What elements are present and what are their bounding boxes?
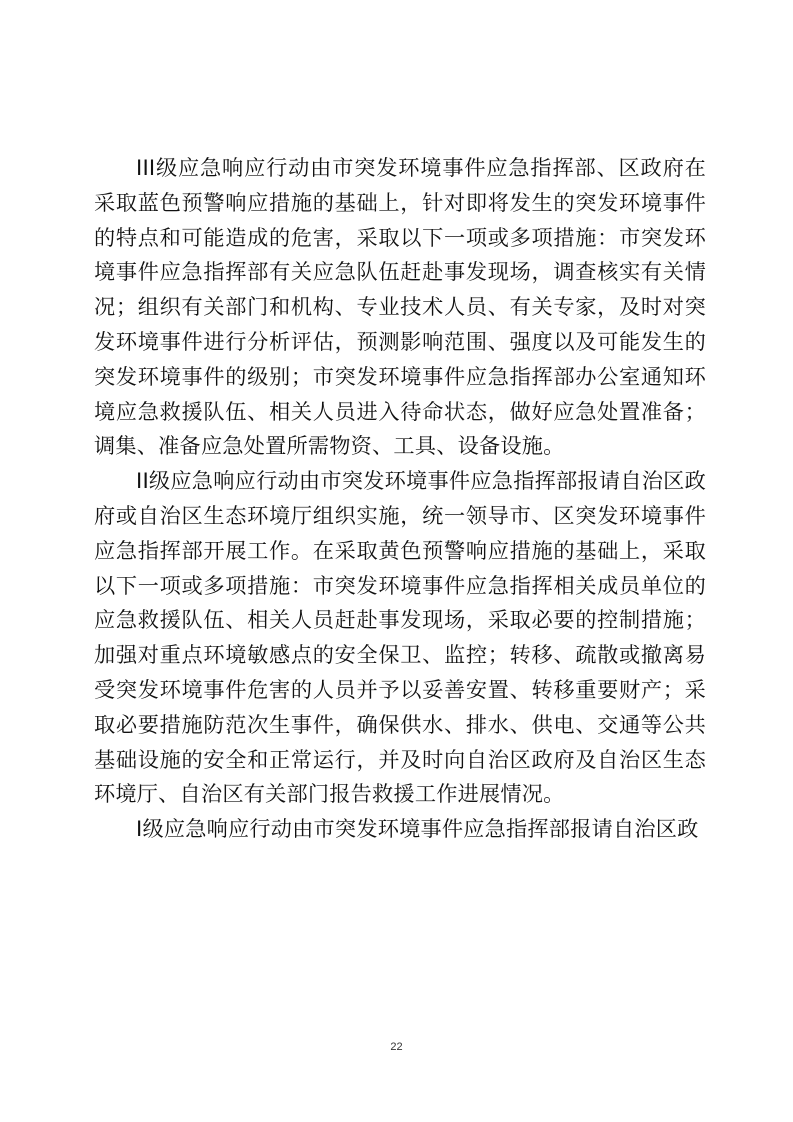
paragraph-level-3-response: III级应急响应行动由市突发环境事件应急指挥部、区政府在采取蓝色预警响应措施的基础上，针对即将发生的突发环境事件的特点和可能造成的危害，采取以下一项或多项措施：市突发环境事件应急指挥部有关应急队伍赶赴事发现场，调查核实有关情况；组织有关部门和机构、专业技术人员、有关专家，及时对突发环境事件进行分析评估，预测影响范围、强度以及可能发生的突发环境事件的级别；市突发环境事件应急指挥部办公室通知环境应急救援队伍、相关人员进入待命状态，做好应急处置准备；调集、准备应急处置所需物资、工具、设备设施。 [94, 155, 706, 459]
paragraph-level-1-response: I级应急响应行动由市突发环境事件应急指挥部报请自治区政 [136, 816, 699, 842]
document-body [94, 151, 706, 847]
paragraph-level-2-response: II级应急响应行动由市突发环境事件应急指挥部报请自治区政府或自治区生态环境厅组织实施，统一领导市、区突发环境事件应急指挥部开展工作。在采取黄色预警响应措施的基础上，采取以下一项或多项措施：市突发环境事件应急指挥相关成员单位的应急救援队伍、相关人员赶赴事发现场，采取必要的控制措施；加强对重点环境敏感点的安全保卫、监控；转移、疏散或撤离易受突发环境事件危害的人员并予以妥善安置、转移重要财产；采取必要措施防范次生事件，确保供水、排水、供电、交通等公共基础设施的安全和正常运行，并及时向自治区政府及自治区生态环境厅、自治区有关部门报告救援工作进展情况。 [94, 468, 706, 807]
page-number: 22 [390, 1041, 403, 1053]
